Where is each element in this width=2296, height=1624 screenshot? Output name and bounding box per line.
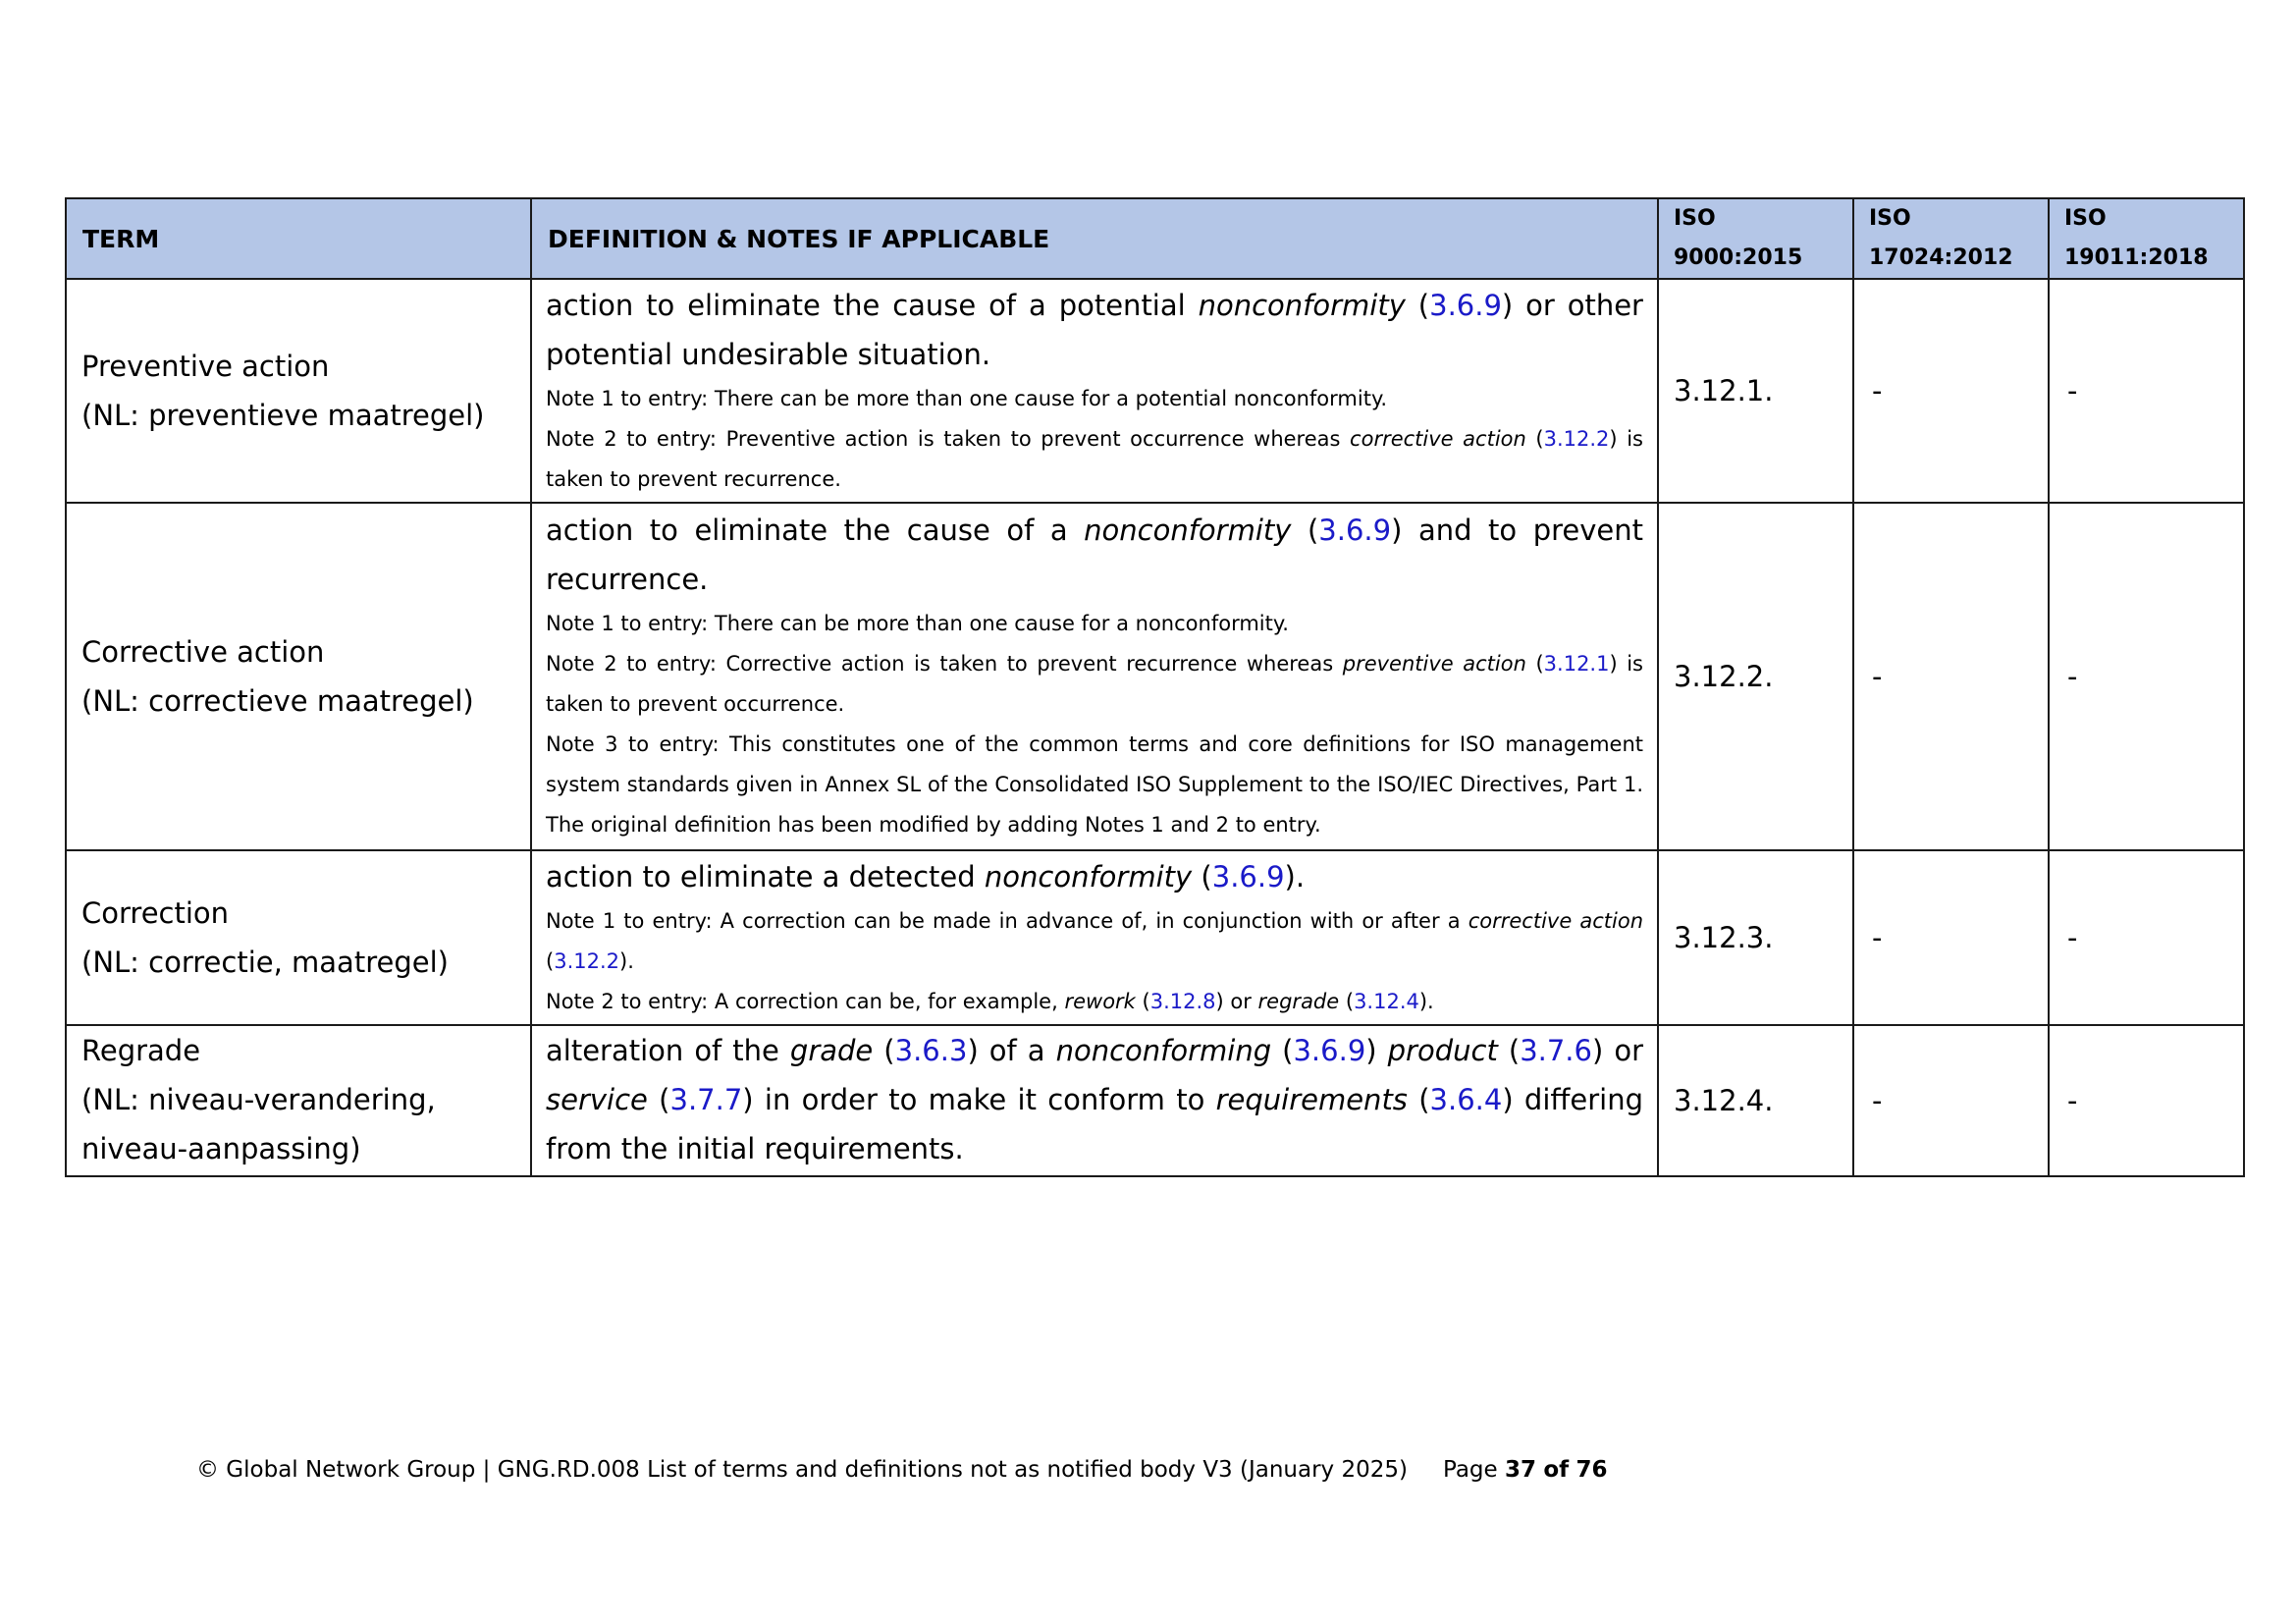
definition-cell (531, 279, 1658, 503)
cross-reference-link[interactable]: 3.6.9 (1211, 859, 1285, 893)
cross-reference-link[interactable]: 3.12.1 (1543, 652, 1610, 676)
header-term: TERM (66, 198, 531, 279)
iso-9000-ref: 3.12.3. (1658, 850, 1853, 1025)
cross-reference-link[interactable]: 3.12.2 (554, 948, 619, 973)
header-definition: DEFINITION & NOTES IF APPLICABLE (531, 198, 1658, 279)
term-cell (66, 279, 531, 503)
cross-reference-link[interactable]: 3.12.4 (1354, 989, 1419, 1013)
header-iso-9000: ISO 9000:2015 (1658, 198, 1853, 279)
iso-17024-ref: - (1853, 850, 2049, 1025)
term-name: Regrade (81, 1034, 201, 1067)
definition-text: action to eliminate a detected nonconformity (3.6.9). (546, 859, 1306, 893)
term-name: Correction (81, 896, 230, 930)
definition-text: action to eliminate the cause of a potential nonconformity (3.6.9) or other potential undesirable situation. (546, 288, 1643, 371)
note-3: Note 3 to entry: This constitutes one of the common terms and core definitions for ISO management system standards given in Annex SL of the Consolidated ISO Supplement to the ISO/IEC Directives, Part 1. The original definition has been modified by adding Notes 1 and 2 to entry. (546, 732, 1643, 837)
iso-19011-ref: - (2049, 1025, 2244, 1176)
iso-9000-ref: 3.12.2. (1658, 503, 1853, 850)
cross-reference-link[interactable]: 3.6.9 (1429, 288, 1502, 322)
cross-reference-link[interactable]: 3.6.9 (1293, 1034, 1366, 1067)
terms-table (65, 197, 2245, 1177)
term-dutch: (NL: correctie, maatregel) (81, 946, 449, 979)
iso-19011-ref: - (2049, 850, 2244, 1025)
term-name: Corrective action (81, 635, 325, 669)
note-2: Note 2 to entry: Preventive action is taken to prevent occurrence whereas corrective action (3.12.2) is taken to prevent recurrence. (546, 426, 1643, 491)
term-name: Preventive action (81, 350, 330, 383)
term-dutch: (NL: preventieve maatregel) (81, 399, 485, 432)
iso-9000-ref: 3.12.1. (1658, 279, 1853, 503)
cross-reference-link[interactable]: 3.7.7 (669, 1083, 743, 1116)
iso-17024-ref: - (1853, 1025, 2049, 1176)
cross-reference-link[interactable]: 3.12.8 (1149, 989, 1216, 1013)
note-1: Note 1 to entry: A correction can be made in advance of, in conjunction with or after a corrective action (3.12.2). (546, 908, 1644, 973)
table-row (66, 850, 2244, 1025)
cross-reference-link[interactable]: 3.7.6 (1520, 1034, 1592, 1067)
note-2: Note 2 to entry: A correction can be, for example, rework (3.12.8) or regrade (3.12.4). (546, 989, 1434, 1013)
term-cell (66, 503, 531, 850)
definition-text: alteration of the grade (3.6.3) of a nonconforming (3.6.9) product (3.7.6) or service (3.7.7) in order to make it conform to requirements (3.6.4) differing from the initial requirements. (546, 1034, 1643, 1165)
term-dutch: (NL: correctieve maatregel) (81, 684, 474, 718)
table-header-row (66, 198, 2244, 279)
cross-reference-link[interactable]: 3.6.4 (1429, 1083, 1503, 1116)
table-row (66, 279, 2244, 503)
table-row (66, 1025, 2244, 1176)
cross-reference-link[interactable]: 3.6.9 (1318, 514, 1392, 547)
iso-19011-ref: - (2049, 279, 2244, 503)
iso-9000-ref: 3.12.4. (1658, 1025, 1853, 1176)
header-iso-17024: ISO 17024:2012 (1853, 198, 2049, 279)
term-cell (66, 1025, 531, 1176)
iso-17024-ref: - (1853, 279, 2049, 503)
header-iso-19011: ISO 19011:2018 (2049, 198, 2244, 279)
note-2: Note 2 to entry: Corrective action is taken to prevent recurrence whereas preventive action (3.12.1) is taken to prevent occurrence. (546, 652, 1643, 716)
table-row (66, 503, 2244, 850)
page-footer (196, 1457, 1607, 1483)
page-number: Page 37 of 76 (1442, 1457, 1608, 1483)
definition-cell (531, 503, 1658, 850)
definition-cell (531, 1025, 1658, 1176)
term-cell (66, 850, 531, 1025)
definition-cell (531, 850, 1658, 1025)
cross-reference-link[interactable]: 3.6.3 (894, 1034, 968, 1067)
footer-copyright: © Global Network Group | GNG.RD.008 List of terms and definitions not as notified body V3 (January 2025) (196, 1457, 1408, 1483)
cross-reference-link[interactable]: 3.12.2 (1543, 426, 1610, 451)
note-1: Note 1 to entry: There can be more than one cause for a nonconformity. (546, 612, 1289, 635)
definition-text: action to eliminate the cause of a nonconformity (3.6.9) and to prevent recurrence. (546, 514, 1643, 596)
iso-19011-ref: - (2049, 503, 2244, 850)
term-dutch: (NL: niveau-verandering, niveau-aanpassing) (81, 1083, 436, 1165)
iso-17024-ref: - (1853, 503, 2049, 850)
note-1: Note 1 to entry: There can be more than one cause for a potential nonconformity. (546, 386, 1388, 410)
